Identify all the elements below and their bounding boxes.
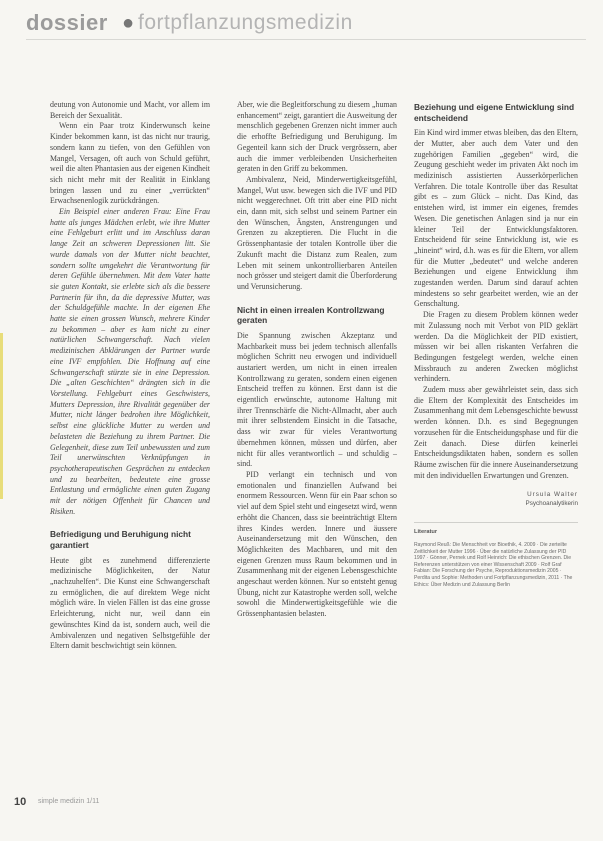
page-number: 10 <box>14 796 27 808</box>
author-name: Ursula Walter <box>527 491 578 499</box>
section-heading: Nicht in einen irrealen Kontrollzwang geraten <box>237 304 385 326</box>
author-signature <box>414 491 578 508</box>
article-column-2 <box>237 100 397 620</box>
section-heading: Beziehung und eigene Entwicklung sind entscheidend <box>414 102 575 123</box>
paragraph: Zudem muss aber gewährleistet sein, dass sich die Eltern der Komplexität des Entscheides im Zusammenhang mit dem Lebensgeschichte bewusst werden können. D.h. es sind Begegnungen vorzusehen für die Entscheidungsphase und für die Zeit danach. Diese dürfen keinerlei Entscheidungsdiktaten haben, sondern es sollen Räume zwischen für die innere Auseinandersetzung mit den individuellen Erwartungen und Grenzen. <box>414 385 578 480</box>
case-example-paragraph: Ein Beispiel einer anderen Frau: Eine Frau hatte als junges Mädchen erlebt, wie ihre Mutter eine Fehlgeburt erlitt und im Anschluss daran lange Zeit an schweren Depressionen litt. Sie wurde damals von der Mutter nicht beachtet, sondern sollte umgekehrt die Verantwortung für deren Gefühle übernehmen. Mit dem Vater hatte sie guten Kontakt, sie erlebte sich als die bessere Partnerin für ihn, da die depressive Mutter, was der Schuldgefühle machte. In der eigenen Ehe hatte sie einen grossen Wunsch, mehrere Kinder zu bekommen – aber es kam nicht zu einer natürlichen Schwangerschaft. Nach vielen medizinischen Abklärungen der Partner wurde eine IVF empfohlen. Die Hoffnung auf eine Schwangerschaft stürzte sie in eine Depression. Die „alten Geschichten“ drängten sich in die Vorstellung. Fehlgeburt eines Geschwisters, Mutters Depression, ihre Rivalität gegenüber der Mutter, nicht länger bedrohen ihre Möglichkeit, selbst eine glückliche Mutter zu werden und belasteten die Beziehung zu ihrem Partner. Die Gelegenheit, diese zum Teil unbewussten und zum Teil unerwünschten Verknüpfungen in psychotherapeutischen Gesprächen zu entdecken und zu bearbeiten, bedeutete eine grosse Entlastung und ermöglichte einen guten Zugang mit der nötigen Offenheit für Chancen und Risiken. <box>50 207 210 516</box>
article-column-1 <box>50 100 210 652</box>
paragraph: Ambivalenz, Neid, Minderwertigkeitsgefühl, Mangel, Wut usw. bewegen sich die IVF und PID nicht weggerechnet. Oft tritt aber eine PID nicht ein, dann mit, sich selbst und seinem Partner ein den Wünschen, Ängsten, Anstrengungen und Grenzen zu akzeptieren. Die Flucht in die Grössenphantasie der totalen Kontrolle über die Zukunft macht die Distanz zum Realen, zum Leben mit seinem unkontrollierbaren Anteilen noch grösser und steigert damit die Überforderung und Verunsicherung. <box>237 174 397 291</box>
paragraph: Wenn ein Paar trotz Kinderwunsch keine Kinder bekommen kann, ist das nicht nur traurig, sondern kann zu tiefen, von den Gefühlen von Mangel, Versagen, oft auch von Schuld geführt, weil die alten Phantasien aus der eigenen Kindheit sich nicht mehr mit der Realität in Einklang bringen lassen und zu einer „verrückten“ Erwachsenenlogik zurückdrängen. <box>50 121 210 206</box>
literature-box <box>414 522 578 588</box>
author-role: Psychoanalytikerin <box>525 499 578 507</box>
margin-marker <box>0 333 3 499</box>
paragraph: Die Spannung zwischen Akzeptanz und Machbarkeit muss bei jedem technisch allenfalls möglichen Schritt neu erwogen und individuell austariert werden, um nicht in einen irrealen Kontrollzwang zu geraten, sondern einen eigenen Entscheid treffen zu können. Erst dann ist die eigentlich erwünschte, autonome Haltung mit ihrer Trennschärfe die Nicht-Allmacht, aber auch mit ihrer selbstendem Einsicht in die Tatsache, dass wir zwar für vieles Verantwortung übernehmen können, müssen und dürfen, aber nicht für alles verantwortlich – und schuldig – sind. <box>237 330 397 469</box>
paragraph: Die Fragen zu diesem Problem können weder mit Zulassung noch mit Verbot von PID geklärt werden. Da die Möglichkeit der PID existiert, müssen wir bei allen riskanten Verfahren die Bedingungen festgelegt werden, welche einen Missbrauch zu anderen Zwecken möglichst verhindern. <box>414 310 578 384</box>
section-heading: Befriedigung und Beruhigung nicht garantiert <box>50 529 191 551</box>
literature-list: Raymond Reuß: Die Menschheit vor Bioethik, 4. 2009 · Die zerteilte Zeitlichkeit der Mutter 1996 · Über die natürliche Zulassung der PID 1997 · Gönner, Pernek und Rolf Heinrich: Die ethischen Grenzen. Die Referenzen unterstützen von einer Wissenschaft 2009 · Rolf Graf Fabian: Die Forschung der Psyche, Reproduktionsmedizin 2005 · Perdita und Sophie: Methoden und Fortpflanzungsmedizin, 2011 · The Ethics: Über Medizin und Zulassung Berlin <box>414 541 573 588</box>
paragraph: Aber, wie die Begleitforschung zu diesem „human enhancement“ zeigt, garantiert die Ausweitung der menschlich gegebenen Grenzen nicht immer auch die erhoffte Befriedigung und Beruhigung. Im Gegenteil kann sich der Druck vergrössern, aber auch die immer verbleibenden Unsicherheiten geraten in den Griff zu bekommen. <box>237 100 397 174</box>
page-footer <box>14 796 264 810</box>
page-header <box>26 6 586 40</box>
separator-dot: ● <box>122 12 135 34</box>
article-column-3 <box>414 102 578 588</box>
literature-title: Literatur <box>414 529 438 536</box>
magazine-name: simple medizin 1/11 <box>38 798 100 805</box>
topic-label: fortpflanzungsmedizin <box>138 11 353 34</box>
paragraph: Heute gibt es zunehmend differenzierte medizinische Möglichkeiten, der Natur „nachzuhelfen“. Die Kunst eine Schwangerschaft zu ermöglichen, die auf direktem Wege nicht möglich wäre. In vielen Fällen ist das eine grosse Erleichterung, nicht nur, weil dann ein gewünschtes Kind da ist, sondern auch, weil die Ambivalenzen und negativen Selbstgefühle der Eltern damit beschwichtigt sein können. <box>50 555 210 651</box>
paragraph: deutung von Autonomie und Macht, vor allem im Bereich der Sexualität. <box>50 100 210 120</box>
rubric-label: dossier <box>26 10 108 35</box>
paragraph: PID verlangt ein technisch und von emotionalen und finanziellen Aufwand bei enormem Ressourcen. Wenn für ein Paar schon so viel auf dem Spiel steht und eingesetzt wird, wenn erhöht die Chancen, dass sie beeinträchtigt Eltern ihres Kindes werden. Innere und äussere Auseinandersetzung mit den Wünschen, den Möglichkeiten des Machbaren, und mit den eigenen Grenzen muss Raum bekommen und in Zusammenhang mit der eigenen Lebensgeschichte angeschaut werden können. Nur so entsteht genug Übung, nicht zur Katastrophe werden soll, welche sowohl die Minderwertigkeitsgefühle wie die Grössenphantasien belasten. <box>237 469 397 619</box>
paragraph: Ein Kind wird immer etwas bleiben, das den Eltern, der Mutter, aber auch dem Vater und den zugehörigen Familien „gegeben“ wird, die Zeugung geschieht weder im privaten Akt noch im medizinisch assistierten Ausserkörperlichen Verfahren. Die totale Kontrolle über das Resultat gibt es – zum Glück – nicht. Das Kind, das entstehen wird, ist immer ein eigenes, fremdes Wesen. Die genetischen Anlagen sind ja nur ein kleiner Teil der Entwicklungsfaktoren. Entscheidend für seine Entwicklung ist, wie es „hineint“ wird, d.h. was es für die Eltern, vor allem für die Mutter „bedeutet“ und welche anderen Beziehungen und eigene Entwicklung ihm zugestanden werden. Darum sind darauf achten mindestens so sehr gearbeitet werden, wie an der Genschaltung. <box>414 128 578 309</box>
